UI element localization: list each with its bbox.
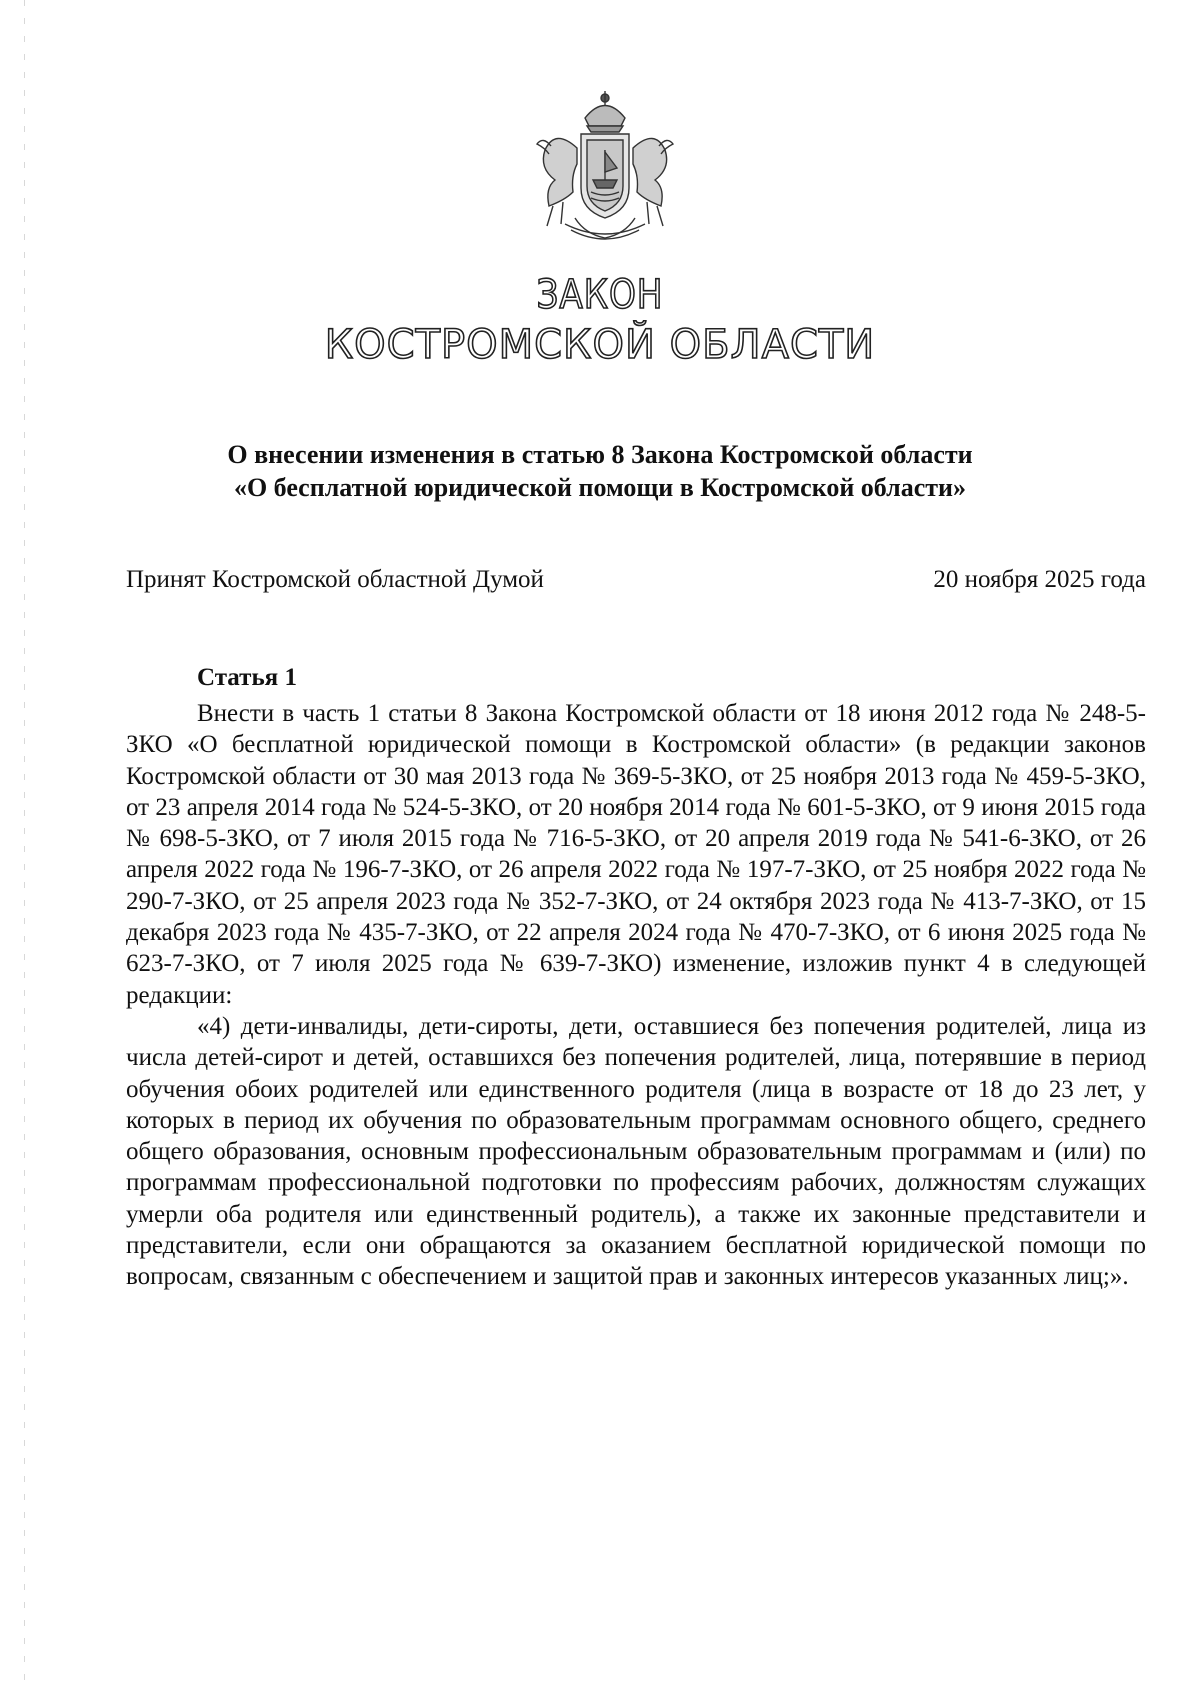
article-body (126, 698, 1146, 1293)
article-paragraph-2: «4) дети-инвалиды, дети-сироты, дети, оставшиеся без попечения родителей, лица из числа детей-сирот и детей, оставшихся без попечения родителей, лица, потерявшие в период обучения обоих родителей или единственного родителя (лица в возрасте от 18 до 23 лет, у которых в период их обучения по образовательным программам основного общего, среднего общего образования, основным профессиональным образовательным программам и (или) по программам профессиональной подготовки по профессиям рабочих, должностям служащих умерли оба родителя или единственный родитель), а также их законные представители и представители, если они обращаются за оказанием бесплатной юридической помощи по вопросам, связанным с обеспечением и защитой прав и законных интересов указанных лиц;». (126, 1012, 1146, 1291)
law-title-word: ЗАКОН (536, 272, 664, 318)
adoption-date: 20 ноября 2025 года (933, 566, 1146, 593)
coat-of-arms-icon (515, 88, 695, 248)
adopted-by: Принят Костромской областной Думой (126, 566, 544, 593)
law-title-region: КОСТРОМСКОЙ ОБЛАСТИ (324, 322, 876, 368)
law-subject (0, 438, 1200, 504)
adoption-line (126, 566, 1146, 594)
article-heading: Статья 1 (197, 664, 297, 691)
article-paragraph-1: Внести в часть 1 статьи 8 Закона Костромской области от 18 июня 2012 года № 248-5-ЗКО «О бесплатной юридической помощи в Костромской области» (в редакции законов Костромской области от 30 мая 2013 года № 369-5-ЗКО, от 25 ноября 2013 года № 459-5-ЗКО, от 23 апреля 2014 года № 524-5-ЗКО, от 20 ноября 2014 года № 601-5-ЗКО, от 9 июня 2015 года № 698-5-ЗКО, от 7 июля 2015 года № 716-5-ЗКО, от 20 апреля 2019 года № 541-6-ЗКО, от 26 апреля 2022 года № 196-7-ЗКО, от 26 апреля 2022 года № 197-7-ЗКО, от 25 ноября 2022 года № 290-7-ЗКО, от 25 апреля 2023 года № 352-7-ЗКО, от 24 октября 2023 года № 413-7-ЗКО, от 15 декабря 2023 года № 435-7-ЗКО, от 22 апреля 2024 года № 470-7-ЗКО, от 6 июня 2025 года № 623-7-ЗКО, от 7 июля 2025 года № 639-7-ЗКО) изменение, изложив пункт 4 в следующей редакции: (126, 700, 1146, 1009)
law-subject-line-1: О внесении изменения в статью 8 Закона Костромской области (227, 440, 973, 469)
scan-artifact-line (24, 0, 25, 1691)
law-subject-line-2: «О бесплатной юридической помощи в Костромской области» (233, 473, 967, 502)
